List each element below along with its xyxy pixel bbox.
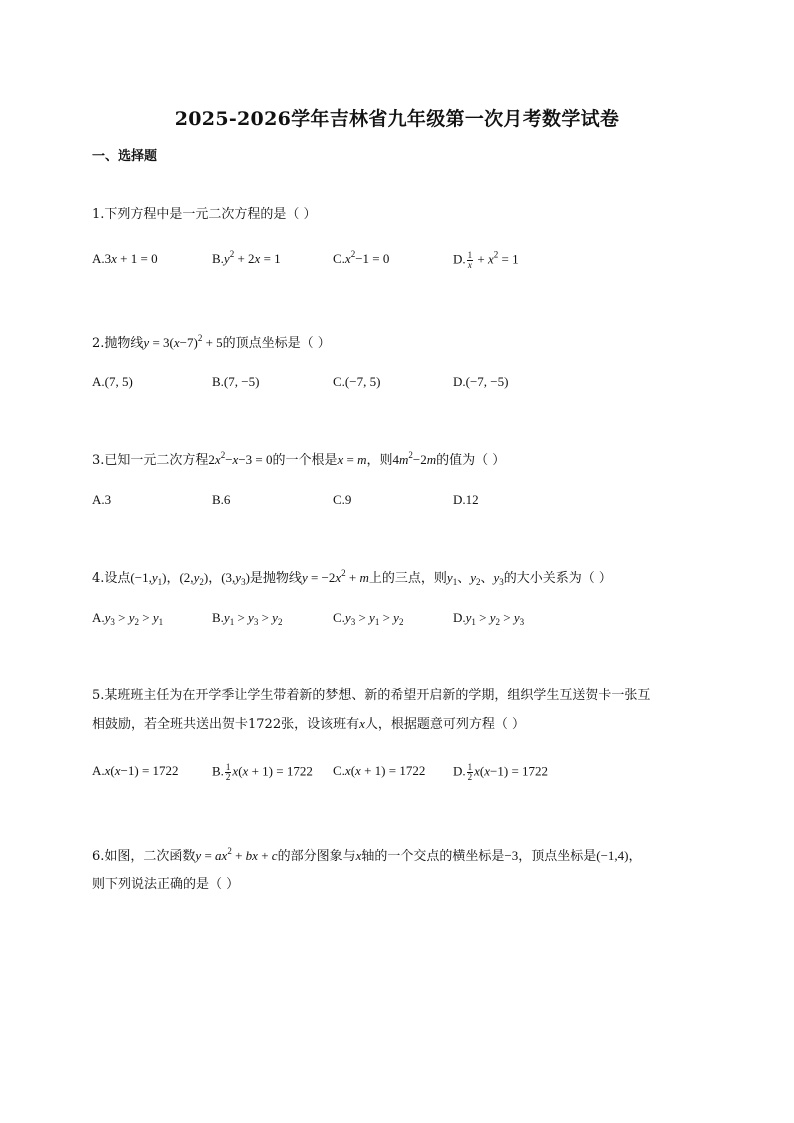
option-d[interactable]: D. $\frac{1}{x}$ + $x^2 = 1$	[453, 249, 519, 270]
option-a[interactable]: A.3x + 1 = 0	[92, 251, 158, 266]
option-b[interactable]: B. $\frac{1}{2}$ x(x + 1) = 1722	[212, 762, 313, 782]
question-6-stem	[92, 842, 712, 899]
option-b[interactable]: $B.y_1 > y_3 > y_2$	[212, 610, 283, 627]
question-1-options	[92, 251, 712, 273]
question-2-options	[92, 374, 712, 396]
option-a[interactable]: A.x(x−1) = 1722	[92, 763, 179, 778]
option-d[interactable]: D.(−7, −5)	[453, 374, 509, 389]
question-3-stem: 3.已知一元二次方程$2x^2-x-3 = 0$的一个根是x = m，则$4m^2-2m$的值为（ ）	[92, 450, 506, 468]
question-5-line-1: 5.某班班主任为在开学季让学生带着新的梦想、新的希望开启新的学期，组织学生互送贺卡一张互	[92, 688, 651, 703]
question-3-options	[92, 492, 712, 514]
option-c[interactable]: C.9	[333, 492, 352, 507]
option-d[interactable]: $D.y_1 > y_2 > y_3$	[453, 610, 525, 627]
section-heading: 一、选择题	[92, 149, 158, 164]
option-c[interactable]: C.(−7, 5)	[333, 374, 381, 389]
option-a[interactable]: $A.y_3 > y_2 > y_1$	[92, 610, 164, 627]
option-a[interactable]: A.(7, 5)	[92, 374, 133, 389]
question-6-line-1: 6.如图，二次函数$y = ax^2$ + bx + c的部分图象与x轴的一个交点的横坐标是−3，顶点坐标是(−1,4)，	[92, 846, 642, 864]
question-5-options	[92, 763, 712, 785]
question-6-line-2: 则下列说法正确的是（ ）	[92, 877, 240, 892]
option-a[interactable]: A.3	[92, 492, 112, 507]
option-d[interactable]: D. $\frac{1}{2}$ x(x−1) = 1722	[453, 762, 549, 782]
question-2-stem: 2.抛物线$y = 3(x-7)^2 + 5$的顶点坐标是（ ）	[92, 333, 331, 351]
option-b[interactable]: B.6	[212, 492, 231, 507]
question-4-stem: 4.设点$(-1,y_1)$，$(2,y_2)$，$(3,y_3)$是抛物线$y = -2x^2 + m$上的三点，则$y_1$、$y_2$、$y_3$的大小关系为（ ）	[92, 568, 612, 587]
option-d[interactable]: D.12	[453, 492, 479, 507]
option-c[interactable]: C.x(x + 1) = 1722	[333, 763, 426, 778]
page-title: 2025-2026学年吉林省九年级第一次月考数学试卷	[174, 108, 620, 130]
question-5-stem	[92, 682, 712, 739]
option-c[interactable]: $C.y_3 > y_1 > y_2$	[333, 610, 404, 627]
question-1-stem: 1.下列方程中是一元二次方程的是（ ）	[92, 207, 317, 222]
option-b[interactable]: B.(7, −5)	[212, 374, 260, 389]
option-c[interactable]: $C.x^2-1 = 0$	[333, 249, 390, 266]
question-4-options	[92, 610, 712, 632]
option-b[interactable]: $B.y^2 + 2x = 1$	[212, 249, 281, 266]
question-5-line-2: 相鼓励，若全班共送出贺卡1722张，设该班有x人，根据题意可列方程（ ）	[92, 716, 526, 732]
